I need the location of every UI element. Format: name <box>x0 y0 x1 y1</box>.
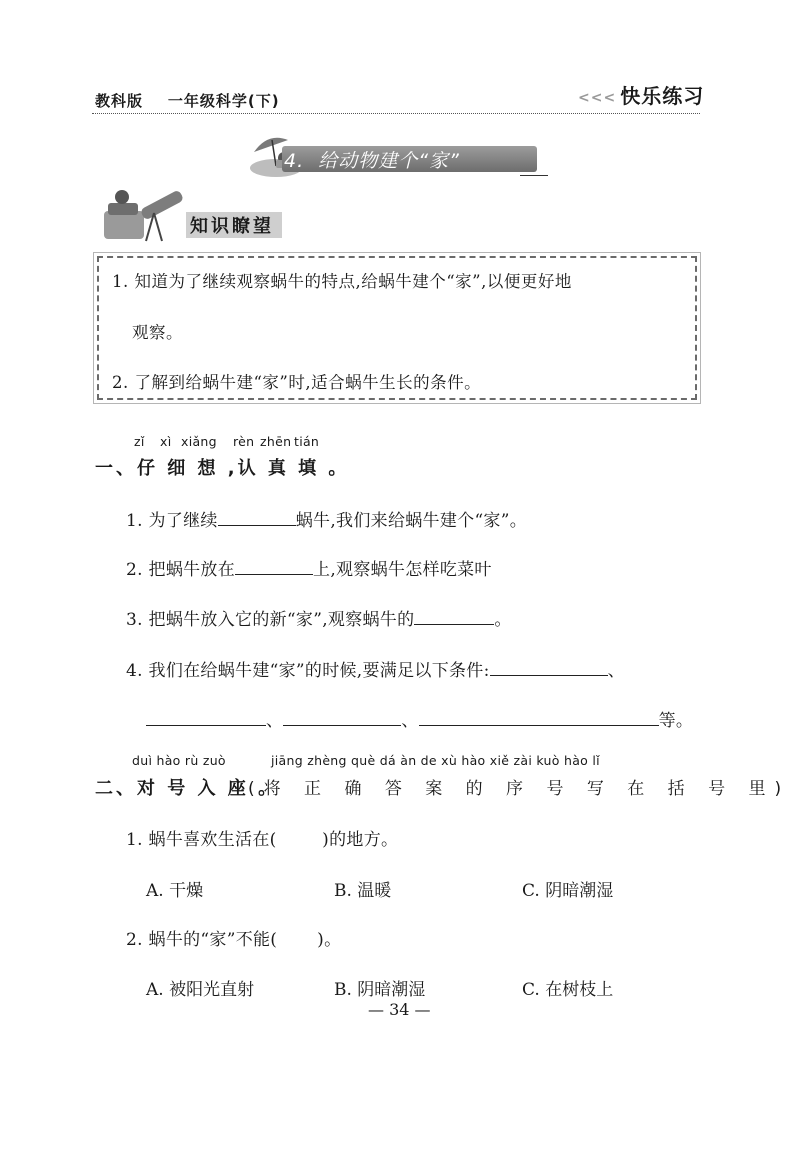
q1-1-text-after: 蜗牛,我们来给蜗牛建个“家”。 <box>295 511 528 531</box>
answer-blank[interactable] <box>283 709 401 726</box>
option-b[interactable]: B. 温暖 <box>334 881 392 901</box>
q1-3-text-after: 。 <box>494 610 512 630</box>
answer-blank[interactable] <box>218 509 296 526</box>
knowledge-item-1: 1. 知道为了继续观察蜗牛的特点,给蜗牛建个“家”,以便更好地 <box>112 272 572 291</box>
banner-underline <box>520 175 548 176</box>
pinyin-ren: rèn <box>233 434 255 449</box>
question2-1: 1. 蜗牛喜欢生活在( )的地方。 <box>126 830 399 850</box>
option-a[interactable]: A. 被阳光直射 <box>146 980 255 1000</box>
edition-label: 教科版 <box>95 92 144 110</box>
pinyin-tian: tián <box>294 434 320 449</box>
header-edition <box>95 90 280 111</box>
series-label: 快乐练习 <box>620 84 705 108</box>
question1-3 <box>126 605 512 630</box>
header-divider <box>92 113 700 114</box>
question2-2: 2. 蜗牛的“家”不能( )。 <box>126 930 342 950</box>
q1-4-text-before: 4. 我们在给蜗牛建“家”的时候,要满足以下条件: <box>126 661 490 681</box>
answer-blank[interactable] <box>419 709 659 726</box>
option-c[interactable]: C. 阴暗潮湿 <box>522 881 614 901</box>
lesson-title: 4. 给动物建个“家” <box>284 150 460 172</box>
pinyin-title: duì hào rù zuò <box>132 753 226 768</box>
pinyin-zi: zǐ <box>134 434 145 449</box>
q1-3-text-before: 3. 把蜗牛放入它的新“家”,观察蜗牛的 <box>126 610 415 630</box>
q1-2-text-after: 上,观察蜗牛怎样吃菜叶 <box>313 560 492 580</box>
section2-title: 二、对 号 入 座 。 <box>95 778 280 799</box>
separator: 、 <box>266 711 284 731</box>
grade-subject-label: 一年级科学(下) <box>167 92 280 110</box>
pinyin-xiang: xiǎng <box>181 434 217 449</box>
section2-note: (将 正 确 答 案 的 序 号 写 在 括 号 里) <box>248 779 791 799</box>
q1-1-text-before: 1. 为了继续 <box>126 511 218 531</box>
answer-blank[interactable] <box>490 659 608 676</box>
option-b[interactable]: B. 阴暗潮湿 <box>334 980 426 1000</box>
answer-blank[interactable] <box>235 558 313 575</box>
question1-4-cont <box>146 706 693 731</box>
option-a[interactable]: A. 干燥 <box>146 881 204 901</box>
separator: 、 <box>607 661 625 681</box>
question1-1 <box>126 506 527 531</box>
knowledge-item-2: 2. 了解到给蜗牛建“家”时,适合蜗牛生长的条件。 <box>112 373 482 392</box>
answer-blank[interactable] <box>414 608 494 625</box>
pinyin-note: jiāng zhèng què dá àn de xù hào xiě zài kuò hào lǐ <box>271 753 600 768</box>
knowledge-item-1-cont: 观察。 <box>132 323 183 342</box>
q1-4-end: 等。 <box>658 711 694 731</box>
lesson-banner <box>270 142 550 176</box>
question1-4 <box>126 656 625 681</box>
answer-blank[interactable] <box>146 709 266 726</box>
knowledge-title: 知识瞭望 <box>186 212 282 238</box>
option-c[interactable]: C. 在树枝上 <box>522 980 614 1000</box>
separator: 、 <box>401 711 419 731</box>
chevrons-icon: <<< <box>578 89 617 106</box>
telescope-icon <box>102 183 188 245</box>
page-number: — 34 — <box>368 1000 431 1019</box>
header-series <box>578 80 704 109</box>
question1-2 <box>126 555 492 580</box>
pinyin-xi: xì <box>160 434 172 449</box>
q1-2-text-before: 2. 把蜗牛放在 <box>126 560 236 580</box>
pinyin-zhen: zhēn <box>260 434 292 449</box>
section1-title: 一、仔 细 想 ,认 真 填 。 <box>95 458 350 479</box>
